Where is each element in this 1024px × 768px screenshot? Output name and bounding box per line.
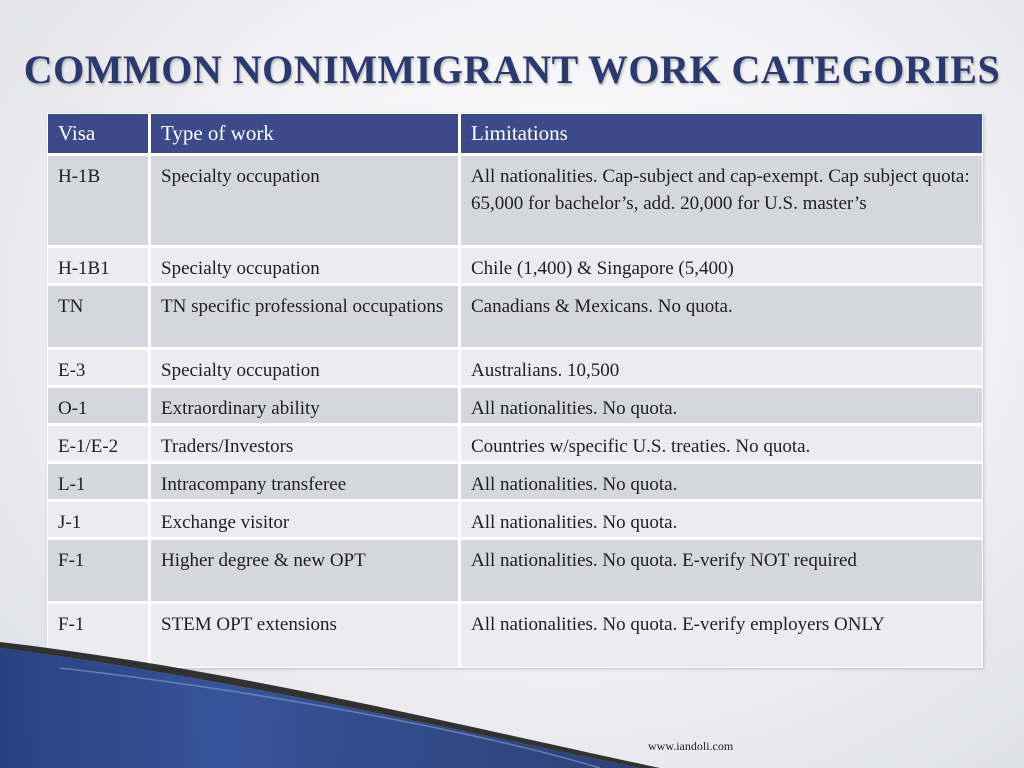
- table-row: [48, 156, 982, 248]
- cell-visa: TN: [48, 286, 151, 350]
- cell-visa: E-1/E-2: [48, 426, 151, 464]
- table-row: [48, 540, 982, 604]
- cell-type-of-work: Specialty occupation: [151, 350, 461, 388]
- cell-type-of-work: Higher degree & new OPT: [151, 540, 461, 604]
- cell-visa: L-1: [48, 464, 151, 502]
- cell-visa: H-1B1: [48, 248, 151, 286]
- table-row: [48, 388, 982, 426]
- cell-visa: E-3: [48, 350, 151, 388]
- table-row: [48, 426, 982, 464]
- cell-limitations: All nationalities. Cap-subject and cap-exempt. Cap subject quota: 65,000 for bachelor’s, add. 20,000 for U.S. master’s: [461, 156, 982, 248]
- cell-limitations: Canadians & Mexicans. No quota.: [461, 286, 982, 350]
- footer-website: www.iandoli.com: [648, 739, 734, 753]
- cell-type-of-work: STEM OPT extensions: [151, 604, 461, 667]
- header-type-of-work: Type of work: [151, 114, 461, 156]
- cell-limitations: All nationalities. No quota.: [461, 388, 982, 426]
- decorative-swoosh: [0, 638, 1024, 768]
- header-visa: Visa: [48, 114, 151, 156]
- visa-table: [47, 113, 983, 668]
- cell-type-of-work: TN specific professional occupations: [151, 286, 461, 350]
- cell-type-of-work: Traders/Investors: [151, 426, 461, 464]
- cell-type-of-work: Specialty occupation: [151, 248, 461, 286]
- table-header-row: [48, 114, 982, 156]
- cell-limitations: All nationalities. No quota.: [461, 464, 982, 502]
- cell-limitations: All nationalities. No quota. E-verify employers ONLY: [461, 604, 982, 667]
- cell-visa: F-1: [48, 540, 151, 604]
- cell-visa: J-1: [48, 502, 151, 540]
- cell-type-of-work: Intracompany transferee: [151, 464, 461, 502]
- cell-limitations: All nationalities. No quota.: [461, 502, 982, 540]
- cell-type-of-work: Exchange visitor: [151, 502, 461, 540]
- table-row: [48, 350, 982, 388]
- cell-visa: H-1B: [48, 156, 151, 248]
- table-row: [48, 464, 982, 502]
- cell-limitations: Australians. 10,500: [461, 350, 982, 388]
- cell-visa: F-1: [48, 604, 151, 667]
- cell-type-of-work: Specialty occupation: [151, 156, 461, 248]
- cell-limitations: All nationalities. No quota. E-verify NOT required: [461, 540, 982, 604]
- cell-visa: O-1: [48, 388, 151, 426]
- table-row: [48, 248, 982, 286]
- header-limitations: Limitations: [461, 114, 982, 156]
- cell-limitations: Chile (1,400) & Singapore (5,400): [461, 248, 982, 286]
- slide-title: COMMON NONIMMIGRANT WORK CATEGORIES: [23, 47, 1001, 92]
- visa-table-container: [47, 113, 983, 668]
- table-row: [48, 502, 982, 540]
- cell-type-of-work: Extraordinary ability: [151, 388, 461, 426]
- table-row: [48, 286, 982, 350]
- cell-limitations: Countries w/specific U.S. treaties. No quota.: [461, 426, 982, 464]
